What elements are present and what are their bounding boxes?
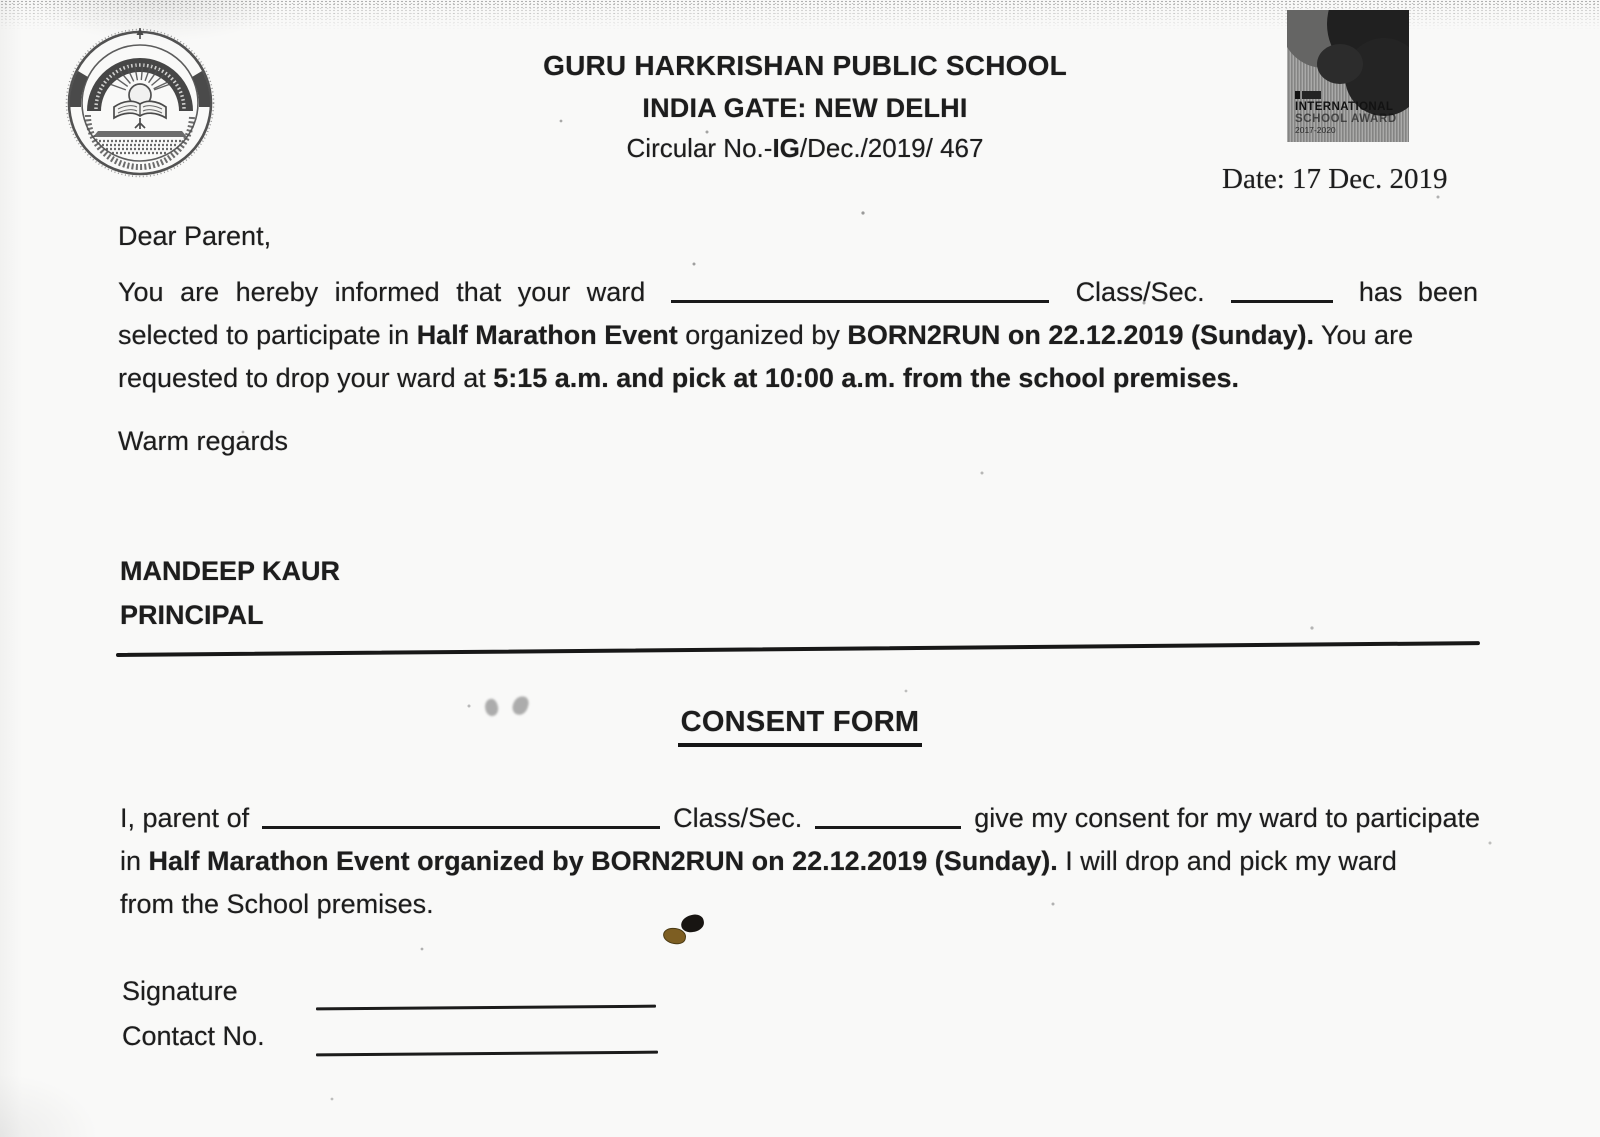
letter-paragraph-line2: selected to participate in Half Marathon Event organized by BORN2RUN on 22.12.2019 (Sunday). You are xyxy=(118,320,1414,350)
circular-number: Circular No.-IG/Dec./2019/ 467 xyxy=(626,133,984,163)
consent-line1-end: give my consent for my ward to participate xyxy=(974,803,1480,833)
signatory-title: PRINCIPAL xyxy=(120,600,264,630)
consent-form-heading: CONSENT FORM xyxy=(678,706,923,747)
scan-smudge xyxy=(482,697,500,717)
contact-number-label: Contact No. xyxy=(122,1021,265,1051)
parent-name-blank-line xyxy=(262,824,660,829)
salutation: Dear Parent, xyxy=(118,221,272,251)
letter-line1-end: has been xyxy=(1358,277,1478,307)
letter-line1-text: You are hereby informed that your ward xyxy=(118,277,646,307)
consent-line1-text: I, parent of xyxy=(120,803,250,833)
consent-paragraph-line3: from the School premises. xyxy=(120,889,434,919)
badge-line3: 2017-2020 xyxy=(1295,125,1336,136)
letter-paragraph-line1 xyxy=(118,277,1478,308)
scan-smudge xyxy=(511,694,530,716)
school-location: INDIA GATE: NEW DELHI xyxy=(642,93,968,123)
badge-line2: SCHOOL AWARD xyxy=(1295,113,1397,126)
consent-paragraph-line1 xyxy=(120,803,1480,834)
letter-paragraph-line3: requested to drop your ward at 5:15 a.m. and pick at 10:00 a.m. from the school premises. xyxy=(118,363,1240,393)
school-name: GURU HARKRISHAN PUBLIC SCHOOL xyxy=(543,50,1067,81)
class-sec-blank-line xyxy=(1231,298,1333,303)
letterhead xyxy=(455,50,1155,164)
consent-form-heading-wrap xyxy=(560,706,1040,747)
closing: Warm regards xyxy=(118,426,289,456)
consent-class-sec-blank-line xyxy=(815,824,961,829)
consent-paragraph-line2: in Half Marathon Event organized by BORN2RUN on 22.12.2019 (Sunday). I will drop and pick my ward xyxy=(120,846,1397,876)
badge-text xyxy=(1295,91,1397,135)
consent-class-sec-label: Class/Sec. xyxy=(673,803,803,833)
contact-number-blank-line xyxy=(316,1051,658,1057)
british-council-mark-icon xyxy=(1295,91,1325,99)
scan-speckles xyxy=(0,0,2,2)
badge-dark-blob-3 xyxy=(1317,44,1363,84)
signatory-name: MANDEEP KAUR xyxy=(120,556,341,586)
signature-label: Signature xyxy=(122,976,238,1006)
signature-blank-line xyxy=(316,1005,656,1011)
section-divider-line xyxy=(116,641,1480,657)
document-date: Date: 17 Dec. 2019 xyxy=(1222,163,1448,195)
international-school-award-badge xyxy=(1287,10,1409,142)
badge-line1: INTERNATIONAL xyxy=(1295,100,1394,113)
class-sec-label: Class/Sec. xyxy=(1075,277,1205,307)
school-logo-seal xyxy=(63,26,217,180)
ward-name-blank-line xyxy=(671,298,1049,303)
